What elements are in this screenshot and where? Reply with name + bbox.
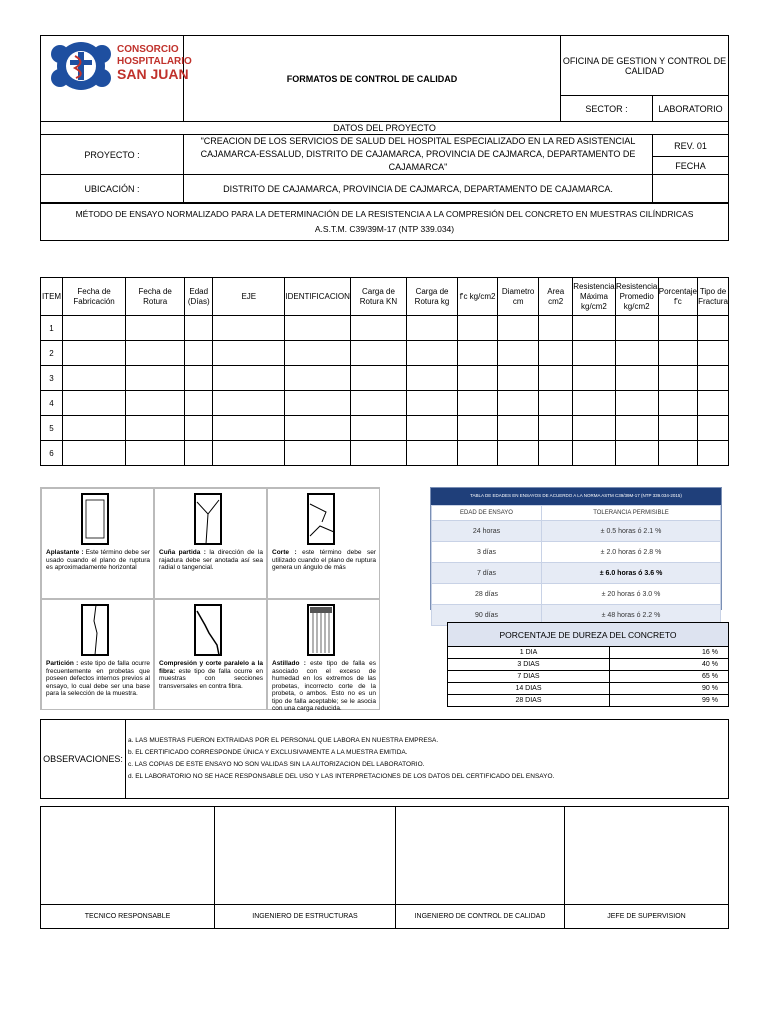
cell[interactable] [406, 441, 457, 466]
fracture-astillado [267, 599, 380, 710]
fracture-aplastante-icon [66, 492, 126, 548]
cell[interactable] [698, 416, 729, 441]
cell[interactable] [185, 366, 213, 391]
row-item: 1 [41, 316, 63, 341]
col-diametro: Diametro cm [498, 278, 539, 316]
cell[interactable] [406, 391, 457, 416]
fracture-text: la dirección de la rajadura debe ser anotada así sea radial o tangencial. [159, 549, 263, 571]
cell[interactable] [126, 316, 185, 341]
cell[interactable] [285, 316, 351, 341]
location-label: UBICACIÓN : [41, 175, 184, 203]
cell[interactable] [498, 316, 539, 341]
cell[interactable] [185, 341, 213, 366]
page-title: FORMATOS DE CONTROL DE CALIDAD [184, 36, 561, 122]
cell[interactable] [126, 341, 185, 366]
cell[interactable] [573, 316, 615, 341]
fracture-name: Compresión y corte paralelo a la fibra: [159, 660, 263, 675]
cell[interactable] [285, 366, 351, 391]
cell[interactable] [539, 366, 573, 391]
cell[interactable] [539, 441, 573, 466]
cell[interactable] [615, 341, 658, 366]
fracture-text: Este término debe ser usado cuando el plano de ruptura es aproximadamente horizontal [46, 549, 150, 571]
cell[interactable] [658, 416, 697, 441]
tolerance-value: ± 2.0 horas ó 2.8 % [542, 542, 721, 563]
col-eje: EJE [213, 278, 285, 316]
table-row [41, 316, 729, 341]
hardness-day: 28 DIAS [448, 695, 610, 707]
col-resistencia-promedio: Resistencia Promedio kg/cm2 [615, 278, 658, 316]
cell[interactable] [615, 316, 658, 341]
cell[interactable] [350, 366, 406, 391]
cell[interactable] [458, 441, 498, 466]
cell[interactable] [573, 366, 615, 391]
fracture-name: Aplastante : [46, 549, 84, 556]
table-row [448, 683, 729, 695]
cell[interactable] [573, 341, 615, 366]
sector-label: SECTOR : [561, 96, 653, 122]
cell[interactable] [213, 391, 285, 416]
cell[interactable] [185, 416, 213, 441]
fracture-corte [267, 488, 380, 599]
fracture-compresion [154, 599, 267, 710]
method-title: MÉTODO DE ENSAYO NORMALIZADO PARA LA DETERMINACIÓN DE LA RESISTENCIA A LA COMPRESIÓN DEL CONCRETO EN MUESTRAS CILÍNDRICAS [75, 209, 694, 219]
hardness-day: 7 DIAS [448, 671, 610, 683]
cell[interactable] [658, 441, 697, 466]
signatures-table [40, 806, 729, 929]
hardness-title: PORCENTAJE DE DUREZA DEL CONCRETO [448, 623, 729, 647]
cell[interactable] [498, 441, 539, 466]
cell[interactable] [458, 341, 498, 366]
method-box [40, 203, 729, 241]
table-row [41, 391, 729, 416]
tolerance-age: 28 días [432, 584, 542, 605]
cell[interactable] [458, 366, 498, 391]
table-row [432, 584, 721, 605]
col-item: ITEM [41, 278, 63, 316]
tolerance-age: 90 días [432, 605, 542, 626]
observation-item: c. LAS COPIAS DE ESTE ENSAYO NO SON VALIDAS SIN LA AUTORIZACION DEL LABORATORIO. [128, 761, 425, 768]
fracture-astillado-icon [292, 603, 352, 659]
table-row [41, 441, 729, 466]
fracture-particion-icon [66, 603, 126, 659]
cell[interactable] [185, 316, 213, 341]
col-tipo-fractura: Tipo de Fractura [698, 278, 729, 316]
cell[interactable] [498, 341, 539, 366]
cell[interactable] [213, 366, 285, 391]
observations-table [40, 719, 729, 799]
cell[interactable] [285, 341, 351, 366]
tolerance-value: ± 20 horas ó 3.0 % [542, 584, 721, 605]
tolerance-age: 7 días [432, 563, 542, 584]
cell[interactable] [406, 416, 457, 441]
table-row [41, 416, 729, 441]
cell[interactable] [498, 416, 539, 441]
hardness-day: 1 DIA [448, 647, 610, 659]
signature-box-supervision[interactable] [565, 807, 729, 905]
col-area: Area cm2 [539, 278, 573, 316]
hardness-day: 14 DIAS [448, 683, 610, 695]
fracture-particion [41, 599, 154, 710]
hardness-pct: 65 % [610, 671, 729, 683]
table-row [432, 563, 721, 584]
hospital-logo-icon [46, 40, 116, 92]
cell[interactable] [285, 441, 351, 466]
signature-label-estructuras: INGENIERO DE ESTRUCTURAS [215, 905, 396, 929]
fracture-corte-icon [292, 492, 352, 548]
cell[interactable] [698, 316, 729, 341]
fracture-text: este término debe ser utilizado cuando el plano de ruptura genera un ángulo de más [272, 549, 376, 571]
cell[interactable] [185, 391, 213, 416]
logo-line-3: SAN JUAN [117, 66, 189, 82]
cell[interactable] [698, 391, 729, 416]
signature-label-calidad: INGENIERO DE CONTROL DE CALIDAD [396, 905, 565, 929]
fracture-cuna [154, 488, 267, 599]
fracture-text: este tipo de falla ocurre en muestras con secciones transversales en contra fibra. [159, 667, 263, 690]
table-row [432, 542, 721, 563]
row-item: 4 [41, 391, 63, 416]
revision: REV. 01 [653, 135, 729, 157]
row-item: 6 [41, 441, 63, 466]
cell[interactable] [126, 416, 185, 441]
col-edad: Edad (Días) [185, 278, 213, 316]
cell[interactable] [658, 391, 697, 416]
fracture-aplastante [41, 488, 154, 599]
cell[interactable] [498, 391, 539, 416]
observations-list [126, 720, 729, 799]
table-row [448, 695, 729, 707]
signature-box-tecnico[interactable] [41, 807, 215, 905]
fecha-label: FECHA [653, 157, 729, 175]
col-porcentaje: Porcentaje f'c [658, 278, 697, 316]
cell[interactable] [285, 391, 351, 416]
cell[interactable] [658, 316, 697, 341]
fracture-cuna-icon [179, 492, 239, 548]
cell[interactable] [539, 391, 573, 416]
cell[interactable] [63, 416, 126, 441]
cell[interactable] [406, 341, 457, 366]
cell[interactable] [539, 416, 573, 441]
observation-item: a. LAS MUESTRAS FUERON EXTRAIDAS POR EL PERSONAL QUE LABORA EN NUESTRA EMPRESA. [128, 737, 439, 744]
cell[interactable] [126, 441, 185, 466]
cell[interactable] [185, 441, 213, 466]
cell[interactable] [406, 316, 457, 341]
cell[interactable] [350, 441, 406, 466]
cell[interactable] [350, 416, 406, 441]
fracture-types-panel [40, 487, 380, 710]
cell[interactable] [213, 416, 285, 441]
cell[interactable] [539, 341, 573, 366]
cell[interactable] [213, 341, 285, 366]
tolerance-col-tol: TOLERANCIA PERMISIBLE [542, 506, 721, 521]
observation-item: d. EL LABORATORIO NO SE HACE RESPONSABLE DEL USO Y LAS INTERPRETACIONES DE LOS DATOS DEL CERTIFICADO DEL ENSAYO. [128, 773, 555, 780]
cell[interactable] [698, 366, 729, 391]
col-fecha-fabricacion: Fecha de Fabricación [63, 278, 126, 316]
table-row [41, 366, 729, 391]
table-row [448, 659, 729, 671]
cell[interactable] [350, 341, 406, 366]
fracture-name: Corte : [272, 549, 297, 556]
cell[interactable] [285, 416, 351, 441]
signature-box-estructuras[interactable] [215, 807, 396, 905]
cell[interactable] [63, 366, 126, 391]
sector-value: LABORATORIO [653, 96, 729, 122]
cell[interactable] [126, 391, 185, 416]
signature-label-supervision: JEFE DE SUPERVISION [565, 905, 729, 929]
office-name: OFICINA DE GESTION Y CONTROL DE CALIDAD [561, 36, 729, 96]
tolerance-age: 3 días [432, 542, 542, 563]
table-row [448, 671, 729, 683]
cell[interactable] [615, 366, 658, 391]
table-row [448, 647, 729, 659]
cell[interactable] [573, 391, 615, 416]
col-resistencia-maxima: Resistencia Máxima kg/cm2 [573, 278, 615, 316]
cell[interactable] [458, 391, 498, 416]
cell[interactable] [458, 316, 498, 341]
col-fecha-rotura: Fecha de Rotura [126, 278, 185, 316]
cell[interactable] [539, 316, 573, 341]
tolerance-table [430, 487, 722, 619]
hardness-pct: 16 % [610, 647, 729, 659]
fracture-name: Partición : [46, 660, 79, 667]
fracture-name: Cuña partida : [159, 549, 206, 556]
cell[interactable] [126, 366, 185, 391]
hardness-pct: 40 % [610, 659, 729, 671]
cell[interactable] [63, 391, 126, 416]
observation-item: b. EL CERTIFICADO CORRESPONDE ÚNICA Y EXCLUSIVAMENTE A LA MUESTRA EMITIDA. [128, 749, 408, 756]
signature-box-calidad[interactable] [396, 807, 565, 905]
cell[interactable] [615, 441, 658, 466]
row-item: 5 [41, 416, 63, 441]
table-row [41, 341, 729, 366]
table-row [432, 521, 721, 542]
fracture-compresion-icon [179, 603, 239, 659]
hardness-day: 3 DIAS [448, 659, 610, 671]
cell[interactable] [615, 416, 658, 441]
fracture-text: este tipo de falla ocurre frecuentemente en probetas que poseen defectos internos previos al ensayo, lo cual debe ser una base para la selección de la muestra. [46, 660, 150, 697]
fracture-text: este tipo de falla es asociado con el exceso de humedad en los extremos de las probetas, incorrecto corte de la probeta, o ambos. Esto no es un tipo de falla aceptable; se le asocia con una carga reducida. [272, 660, 376, 712]
col-identificacion: IDENTIFICACION [285, 278, 351, 316]
logo [41, 36, 192, 122]
cell[interactable] [698, 441, 729, 466]
fecha-value[interactable] [653, 175, 729, 203]
cell[interactable] [213, 316, 285, 341]
cell[interactable] [658, 341, 697, 366]
cell[interactable] [658, 366, 697, 391]
location-text: DISTRITO DE CAJAMARCA, PROVINCIA DE CAJMARCA, DEPARTAMENTO DE CAJAMARCA. [184, 175, 653, 203]
tolerance-value: ± 48 horas ó 2.2 % [542, 605, 721, 626]
tolerance-value: ± 0.5 horas ó 2.1 % [542, 521, 721, 542]
cell[interactable] [63, 316, 126, 341]
col-fc: f'c kg/cm2 [458, 278, 498, 316]
cell[interactable] [350, 391, 406, 416]
header-table [40, 35, 729, 203]
cell[interactable] [458, 416, 498, 441]
hardness-pct: 99 % [610, 695, 729, 707]
tolerance-title: TABLA DE EDADES EN ENSAYOS DE ACUERDO A LA NORMA ASTM C39/39M-17 (NTP 339.034-2015) [431, 488, 721, 505]
logo-line-2: HOSPITALARIO [117, 56, 192, 67]
col-carga-kn: Carga de Rotura KN [350, 278, 406, 316]
col-carga-kg: Carga de Rotura kg [406, 278, 457, 316]
cell[interactable] [573, 416, 615, 441]
cell[interactable] [615, 391, 658, 416]
hardness-table [447, 622, 729, 707]
project-section-title: DATOS DEL PROYECTO [41, 122, 729, 135]
results-header-row [41, 278, 729, 316]
method-standard: A.S.T.M. C39/39M-17 (NTP 339.034) [314, 224, 455, 234]
tolerance-value: ± 6.0 horas ó 3.6 % [542, 563, 721, 584]
signature-label-tecnico: TECNICO RESPONSABLE [41, 905, 215, 929]
cell[interactable] [573, 441, 615, 466]
hardness-pct: 90 % [610, 683, 729, 695]
tolerance-age: 24 horas [432, 521, 542, 542]
row-item: 2 [41, 341, 63, 366]
tolerance-col-age: EDAD DE ENSAYO [432, 506, 542, 521]
project-text: "CREACION DE LOS SERVICIOS DE SALUD DEL HOSPITAL ESPECIALIZADO EN LA RED ASISTENCIAL CAJAMARCA-ESSALUD, DISTRITO DE CAJAMARCA, PROVINCIA DE CAJMARCA, DEPARTAMENTO DE CAJAMARCA" [184, 135, 653, 175]
results-table [40, 277, 729, 466]
cell[interactable] [698, 341, 729, 366]
cell[interactable] [213, 441, 285, 466]
cell[interactable] [63, 441, 126, 466]
cell[interactable] [63, 341, 126, 366]
logo-line-1: CONSORCIO [117, 44, 179, 55]
row-item: 3 [41, 366, 63, 391]
cell[interactable] [406, 366, 457, 391]
project-label: PROYECTO : [41, 135, 184, 175]
cell[interactable] [350, 316, 406, 341]
observations-label: OBSERVACIONES: [41, 720, 126, 799]
fracture-name: Astillado : [272, 660, 306, 667]
cell[interactable] [498, 366, 539, 391]
